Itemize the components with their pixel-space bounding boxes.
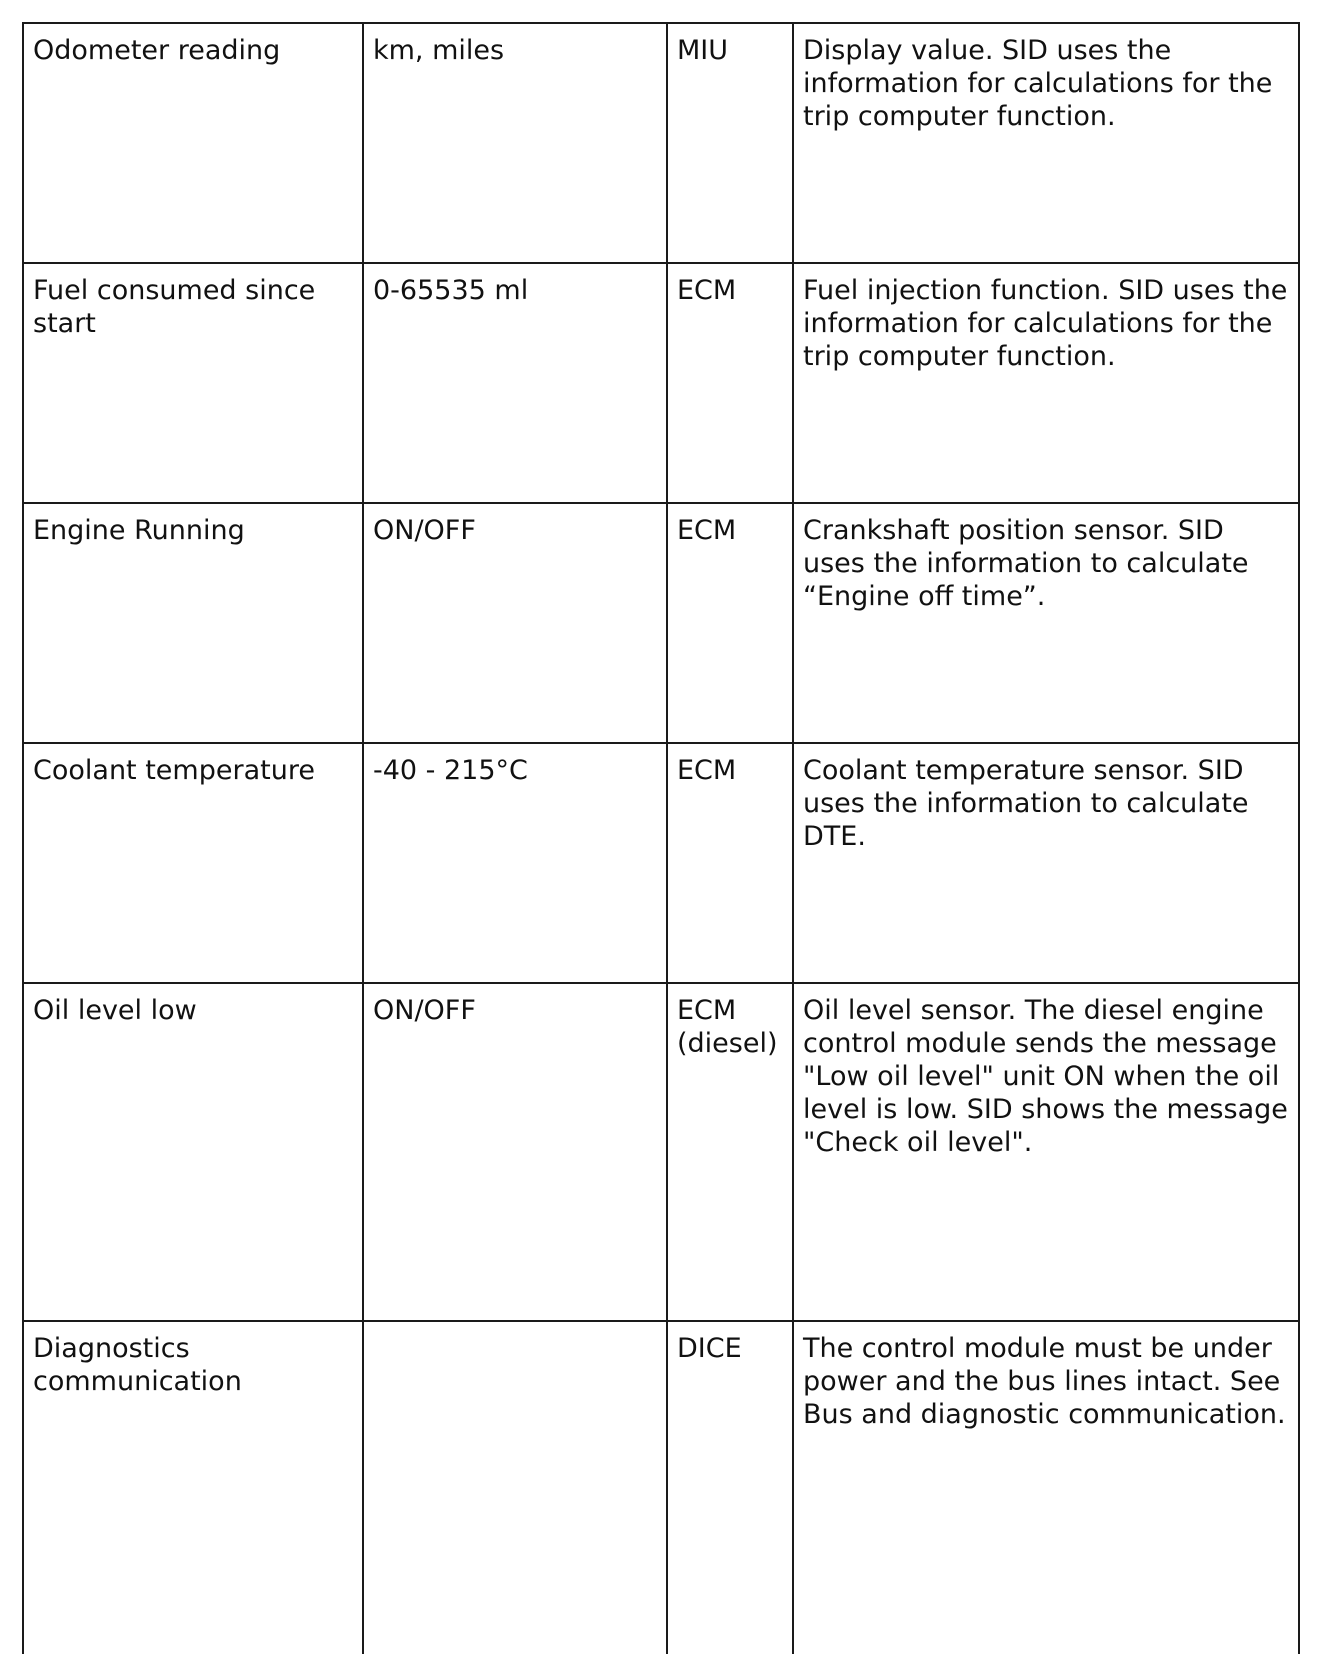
signal-source: ECM (diesel) xyxy=(677,995,778,1059)
table-row xyxy=(23,1321,1299,1654)
source-cell xyxy=(667,503,793,743)
source-cell xyxy=(667,1321,793,1654)
table-row xyxy=(23,503,1299,743)
signal-range: 0-65535 ml xyxy=(373,275,529,306)
signal-source: ECM xyxy=(677,275,737,306)
description-cell xyxy=(793,23,1299,263)
signal-source: MIU xyxy=(677,35,729,66)
signal-description: Oil level sensor. The diesel engine control module sends the message "Low oil level" unit ON when the oil level is low. SID shows the message "Check oil level". xyxy=(803,995,1288,1158)
signal-name-cell xyxy=(23,1321,363,1654)
signal-name: Odometer reading xyxy=(33,35,281,66)
signal-description: Coolant temperature sensor. SID uses the information to calculate DTE. xyxy=(803,755,1249,852)
signal-table xyxy=(22,22,1300,1654)
range-cell xyxy=(363,983,667,1321)
signal-name-cell xyxy=(23,503,363,743)
signal-name: Fuel consumed since start xyxy=(33,275,316,339)
range-cell xyxy=(363,1321,667,1654)
signal-source: ECM xyxy=(677,755,737,786)
signal-description: Fuel injection function. SID uses the information for calculations for the trip computer function. xyxy=(803,275,1288,372)
description-cell xyxy=(793,503,1299,743)
signal-name-cell xyxy=(23,743,363,983)
description-cell xyxy=(793,743,1299,983)
signal-name: Coolant temperature xyxy=(33,755,315,786)
table-row xyxy=(23,263,1299,503)
signal-name: Oil level low xyxy=(33,995,197,1026)
source-cell xyxy=(667,983,793,1321)
signal-range: km, miles xyxy=(373,35,505,66)
signal-name: Engine Running xyxy=(33,515,245,546)
signal-name-cell xyxy=(23,263,363,503)
source-cell xyxy=(667,263,793,503)
range-cell xyxy=(363,503,667,743)
signal-description: Display value. SID uses the information for calculations for the trip computer function. xyxy=(803,35,1273,132)
description-cell xyxy=(793,983,1299,1321)
signal-name-cell xyxy=(23,983,363,1321)
range-cell xyxy=(363,263,667,503)
signal-source: DICE xyxy=(677,1333,742,1364)
signal-description: Crankshaft position sensor. SID uses the information to calculate “Engine off time”. xyxy=(803,515,1249,612)
signal-description: The control module must be under power and the bus lines intact. See Bus and diagnostic communication. xyxy=(803,1333,1286,1430)
table-row xyxy=(23,743,1299,983)
source-cell xyxy=(667,23,793,263)
source-cell xyxy=(667,743,793,983)
description-cell xyxy=(793,1321,1299,1654)
range-cell xyxy=(363,743,667,983)
signal-range: ON/OFF xyxy=(373,995,476,1026)
signal-name: Diagnostics communication xyxy=(33,1333,242,1397)
signal-source: ECM xyxy=(677,515,737,546)
description-cell xyxy=(793,263,1299,503)
signal-range: ON/OFF xyxy=(373,515,476,546)
signal-name-cell xyxy=(23,23,363,263)
range-cell xyxy=(363,23,667,263)
signal-range: -40 - 215°C xyxy=(373,755,528,786)
table-row xyxy=(23,983,1299,1321)
table-row xyxy=(23,23,1299,263)
